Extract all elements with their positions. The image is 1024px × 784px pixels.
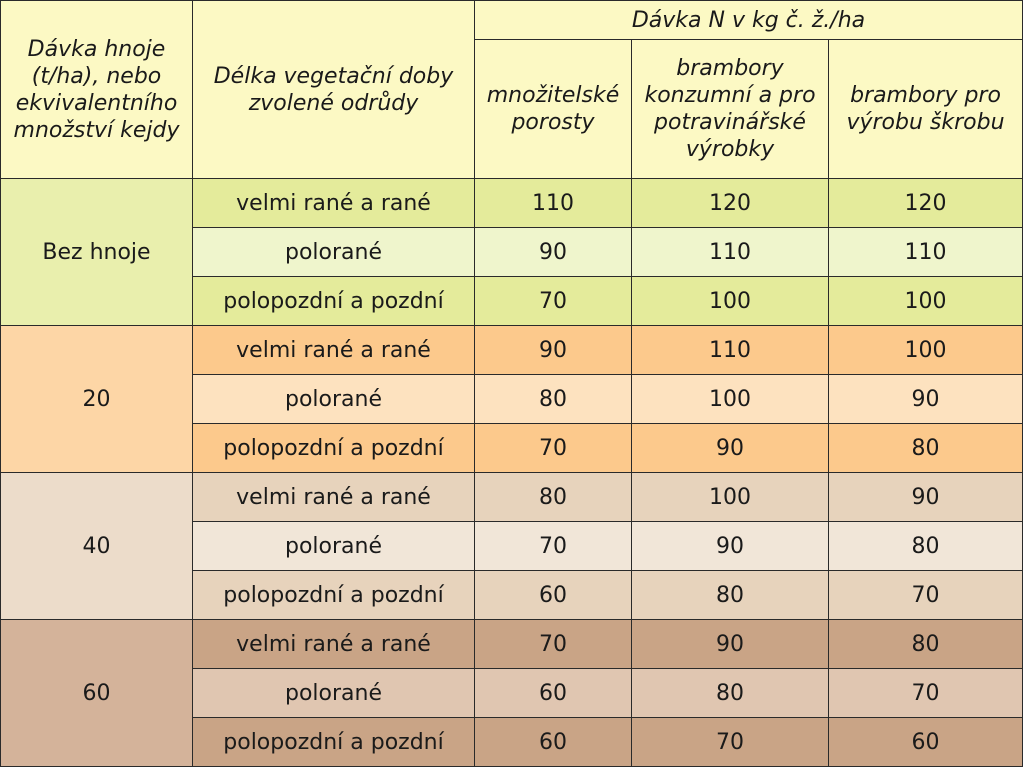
value-cell: 70 <box>475 620 632 669</box>
value-cell: 110 <box>475 179 632 228</box>
table-header <box>1 1 1023 179</box>
value-cell: 120 <box>632 179 829 228</box>
header-manure-dose: Dávka hnoje (t/ha), nebo ekvivalentního množství kejdy <box>1 1 193 179</box>
value-cell: 80 <box>829 424 1023 473</box>
value-cell: 80 <box>475 473 632 522</box>
value-cell: 100 <box>829 277 1023 326</box>
value-cell: 70 <box>475 277 632 326</box>
value-cell: 80 <box>632 669 829 718</box>
table-body <box>1 179 1023 767</box>
period-cell: velmi rané a rané <box>193 473 475 522</box>
value-cell: 90 <box>829 375 1023 424</box>
period-cell: velmi rané a rané <box>193 620 475 669</box>
period-cell: polorané <box>193 375 475 424</box>
value-cell: 100 <box>632 277 829 326</box>
period-cell: velmi rané a rané <box>193 326 475 375</box>
value-cell: 110 <box>632 326 829 375</box>
value-cell: 100 <box>632 375 829 424</box>
period-cell: polopozdní a pozdní <box>193 718 475 767</box>
value-cell: 100 <box>632 473 829 522</box>
header-starch-potatoes: brambory pro výrobu škrobu <box>829 40 1023 179</box>
value-cell: 90 <box>829 473 1023 522</box>
value-cell: 90 <box>632 620 829 669</box>
value-cell: 90 <box>475 326 632 375</box>
manure-dose-cell: Bez hnoje <box>1 179 193 326</box>
manure-dose-cell: 20 <box>1 326 193 473</box>
period-cell: velmi rané a rané <box>193 179 475 228</box>
header-n-dose-group: Dávka N v kg č. ž./ha <box>475 1 1023 40</box>
value-cell: 70 <box>632 718 829 767</box>
value-cell: 90 <box>475 228 632 277</box>
period-cell: polopozdní a pozdní <box>193 571 475 620</box>
period-cell: polopozdní a pozdní <box>193 424 475 473</box>
manure-dose-cell: 40 <box>1 473 193 620</box>
value-cell: 80 <box>829 620 1023 669</box>
value-cell: 90 <box>632 424 829 473</box>
value-cell: 80 <box>632 571 829 620</box>
value-cell: 70 <box>829 571 1023 620</box>
value-cell: 80 <box>475 375 632 424</box>
value-cell: 60 <box>475 669 632 718</box>
table-row <box>1 620 1023 669</box>
value-cell: 70 <box>475 522 632 571</box>
header-seed-crops: množitelské porosty <box>475 40 632 179</box>
period-cell: polorané <box>193 228 475 277</box>
value-cell: 120 <box>829 179 1023 228</box>
table-row <box>1 473 1023 522</box>
value-cell: 60 <box>475 718 632 767</box>
value-cell: 110 <box>632 228 829 277</box>
value-cell: 70 <box>829 669 1023 718</box>
value-cell: 60 <box>829 718 1023 767</box>
value-cell: 90 <box>632 522 829 571</box>
period-cell: polorané <box>193 522 475 571</box>
value-cell: 60 <box>475 571 632 620</box>
header-table-potatoes: brambory konzumní a pro potravinářské výrobky <box>632 40 829 179</box>
value-cell: 70 <box>475 424 632 473</box>
manure-dose-cell: 60 <box>1 620 193 767</box>
value-cell: 110 <box>829 228 1023 277</box>
value-cell: 80 <box>829 522 1023 571</box>
value-cell: 100 <box>829 326 1023 375</box>
header-vegetation-period: Délka vegetační doby zvolené odrůdy <box>193 1 475 179</box>
table-row <box>1 179 1023 228</box>
table-row <box>1 326 1023 375</box>
period-cell: polopozdní a pozdní <box>193 277 475 326</box>
period-cell: polorané <box>193 669 475 718</box>
